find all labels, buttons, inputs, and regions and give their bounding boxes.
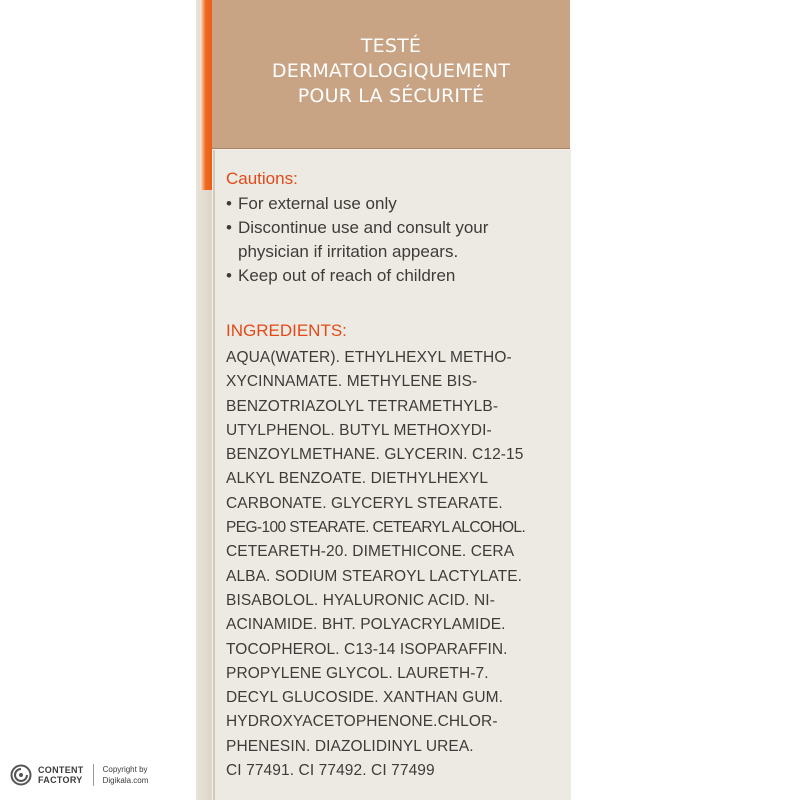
ingredient-line: AQUA(WATER). ETHYLHEXYL METHO- <box>226 349 512 366</box>
ingredient-line: CI 77491. CI 77492. CI 77499 <box>226 762 435 780</box>
caution-item: • For external use only <box>226 192 564 216</box>
ingredient-line: ALKYL BENZOATE. DIETHYLHEXYL <box>226 470 489 488</box>
ingredient-line: BENZOTRIAZOLYL TETRAMETHYLB- <box>226 397 499 415</box>
ingredient-line: ACINAMIDE. BHT. POLYACRYLAMIDE. <box>226 616 506 634</box>
label-content <box>226 168 564 783</box>
ingredients-title: INGREDIENTS: <box>226 321 347 340</box>
ingredient-line: BENZOYLMETHANE. GLYCERIN. C12-15 <box>226 446 524 464</box>
watermark-copyright-2: Digikala.com <box>102 776 149 785</box>
ingredients-list <box>226 346 564 783</box>
banner-line-2: DERMATOLOGIQUEMENT <box>271 60 511 82</box>
watermark-copyright-1: Copyright by <box>102 765 148 774</box>
watermark-divider <box>93 764 94 786</box>
dermatology-banner <box>212 0 570 149</box>
watermark-brand-2: FACTORY <box>38 775 83 785</box>
ingredient-line: CETEARETH-20. DIMETHICONE. CERA <box>226 543 515 561</box>
caution-item: • Discontinue use and consult your physician if irritation appears. <box>226 216 564 264</box>
ingredient-line: HYDROXYACETOPHENONE.CHLOR- <box>226 713 498 731</box>
ingredient-line: BISABOLOL. HYALURONIC ACID. NI- <box>226 591 495 609</box>
watermark-brand-1: CONTENT <box>38 765 84 775</box>
ingredient-line: ALBA. SODIUM STEAROYL LACTYLATE. <box>226 567 523 585</box>
ingredient-line: PEG-100 STEARATE. CETEARYL ALCOHOL. <box>226 519 526 537</box>
ingredient-line: CARBONATE. GLYCERYL STEARATE. <box>226 494 503 512</box>
content-factory-watermark <box>10 760 148 790</box>
banner-line-1: TESTÉ <box>360 35 422 57</box>
cautions-title: Cautions: <box>226 169 298 188</box>
ingredient-line: TOCOPHEROL. C13-14 ISOPARAFFIN. <box>226 640 508 658</box>
content-factory-logo-icon <box>10 764 32 786</box>
caution-item: • Keep out of reach of children <box>226 264 564 288</box>
ingredient-line: PHENESIN. DIAZOLIDINYL UREA. <box>226 737 474 755</box>
ingredient-line: PROPYLENE GLYCOL. LAURETH-7. <box>226 664 489 682</box>
banner-line-3: POUR LA SÉCURITÉ <box>297 85 485 107</box>
ingredient-line: DECYL GLUCOSIDE. XANTHAN GUM. <box>226 689 504 707</box>
cautions-list <box>226 192 564 288</box>
ingredient-line: UTYLPHENOL. BUTYL METHOXYDI- <box>226 421 492 439</box>
ingredient-line: XYCINNAMATE. METHYLENE BIS- <box>226 373 478 391</box>
